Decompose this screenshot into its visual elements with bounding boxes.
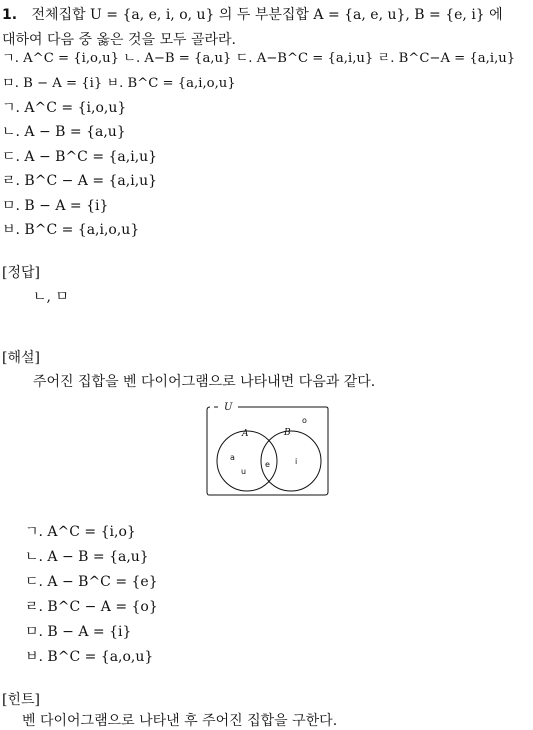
choice-6: ㅂ. B^C = {a,i,o,u} — [2, 222, 140, 238]
choice-1: ㄱ. A^C = {i,o,u} — [2, 100, 127, 116]
answer-tag: [정답] — [2, 265, 40, 281]
choice-3: ㄷ. A − B^C = {a,i,u} — [2, 149, 158, 165]
result-1: ㄱ. A^C = {i,o} — [25, 524, 136, 540]
a-only-element-2: u — [241, 467, 247, 476]
answer-text: ㄴ, ㅁ — [33, 289, 69, 305]
question-line-2: 대하여 다음 중 옳은 것을 모두 골라라. — [2, 32, 237, 48]
inline-options-row-1: ㄱ. A^C = {i,o,u} ㄴ. A−B = {a,u} ㄷ. A−B^C = {a,i,u} ㄹ. B^C−A = {a,i,u} — [2, 51, 516, 66]
b-only-element: i — [295, 457, 298, 466]
hint-text: 벤 다이어그램으로 나타낸 후 주어진 집합을 구한다. — [22, 713, 338, 729]
set-b-circle — [261, 431, 321, 491]
result-2: ㄴ. A − B = {a,u} — [25, 549, 149, 565]
hint-tag: [힌트] — [2, 692, 40, 708]
set-b-label: B — [284, 428, 291, 438]
choice-4: ㄹ. B^C − A = {a,i,u} — [2, 173, 158, 189]
explanation-intro: 주어진 집합을 벤 다이어그램으로 나타내면 다음과 같다. — [33, 374, 376, 390]
inline-options-row-2: ㅁ. B − A = {i} ㅂ. B^C = {a,i,o,u} — [2, 76, 236, 91]
choice-5: ㅁ. B − A = {i} — [2, 198, 109, 214]
explanation-tag: [해설] — [2, 350, 40, 366]
question-stem: 전체집합 U = {a, e, i, o, u} 의 두 부분집합 A = {a, e, u}, B = {e, i} 에 — [31, 7, 503, 23]
question-number: 1. — [2, 7, 18, 23]
result-4: ㄹ. B^C − A = {o} — [25, 599, 158, 615]
universe-label: U — [224, 402, 233, 413]
a-only-element-1: a — [230, 453, 235, 462]
question-line-1 — [2, 4, 503, 24]
set-a-label: A — [242, 429, 249, 439]
result-5: ㅁ. B − A = {i} — [25, 624, 132, 640]
outside-element: o — [302, 416, 307, 425]
choice-2: ㄴ. A − B = {a,u} — [2, 124, 126, 140]
venn-diagram — [204, 398, 330, 502]
intersection-element: e — [265, 460, 270, 469]
result-6: ㅂ. B^C = {a,o,u} — [25, 649, 154, 665]
result-3: ㄷ. A − B^C = {e} — [25, 574, 158, 590]
